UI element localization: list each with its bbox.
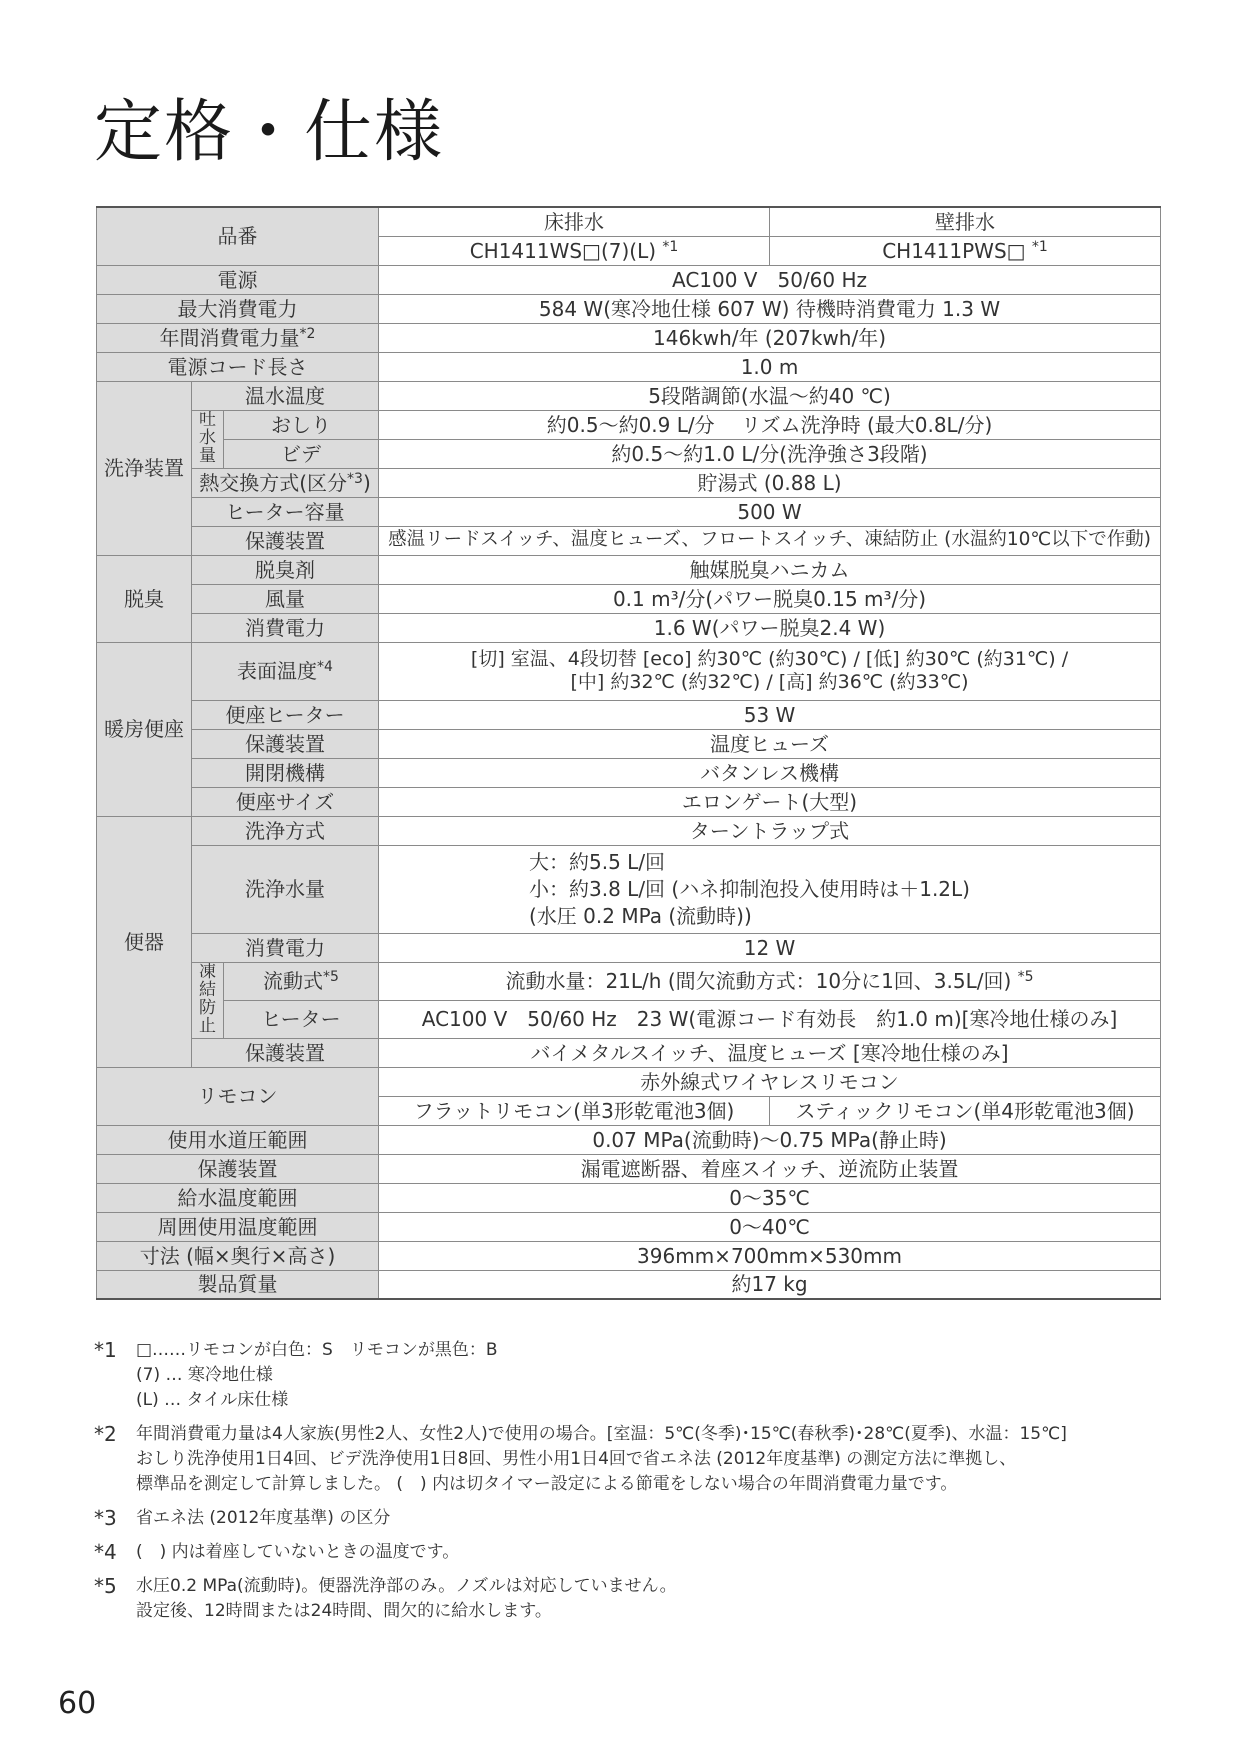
note-ref: *3 [347,470,363,487]
antifreeze-heater-label: ヒーター [224,1000,379,1038]
vertical-char: 止 [199,1015,216,1036]
power-value: AC100 V 50/60 Hz [379,265,1161,294]
flush-water-line: (水圧 0.2 MPa (流動時)) [529,903,752,928]
note-ref: *5 [1017,969,1034,985]
note-ref: *1 [1031,238,1048,255]
annual-power-value: 146kwh/年 (207kwh/年) [379,323,1161,352]
annual-power-label-cell [97,323,379,352]
floor-drain-header: 床排水 [379,207,770,236]
flush-method-value: ターントラップ式 [379,816,1161,845]
flush-water-line: 大：約5.5 L/回 [529,849,666,874]
footnote-line: □……リモコンが白色：S リモコンが黒色：B [136,1340,498,1360]
vertical-char: 量 [199,445,216,466]
dimensions-value: 396mm×700mm×530mm [379,1241,1161,1270]
washing-protection-label: 保護装置 [192,526,379,555]
remote-label: リモコン [97,1067,379,1125]
page-number: 60 [58,1686,97,1721]
table-row [97,265,1161,294]
max-power-label: 最大消費電力 [97,294,379,323]
toilet-protection-value: バイメタルスイッチ、温度ヒューズ [寒冷地仕様のみ] [379,1038,1161,1067]
table-row [97,439,1161,468]
washing-protection-value: 感温リードスイッチ、温度ヒューズ、フロートスイッチ、凍結防止 (水温約10℃以下で作動) [379,526,1161,555]
table-row [97,555,1161,584]
heat-exchange-value: 貯湯式 (0.88 L) [379,468,1161,497]
footnote-body [136,1338,498,1413]
wall-model: CH1411PWS□ [882,238,1026,263]
pressure-label: 使用水道圧範囲 [97,1125,379,1154]
vertical-char: 吐 [199,410,216,431]
heat-exchange-label: 熱交換方式(区分 [199,470,348,495]
deodorant-label: 脱臭剤 [192,555,379,584]
power-label: 電源 [97,265,379,294]
stick-remote-value: スティックリモコン(単4形乾電池3個) [770,1096,1161,1125]
flat-remote-value: フラットリモコン(単3形乾電池3個) [379,1096,770,1125]
footnote-mark: *4 [94,1540,117,1564]
table-row [97,1183,1161,1212]
table-row [97,584,1161,613]
toilet-group-label: 便器 [97,816,192,1067]
flush-water-label: 洗浄水量 [192,845,379,933]
footnote-mark: *1 [94,1338,117,1362]
footnote-line: 年間消費電力量は4人家族(男性2人、女性2人)で使用の場合。[室温：5℃(冬季)･15℃(春秋季)･28℃(夏季)、水温：15℃] [136,1424,1067,1444]
table-row [97,526,1161,555]
footnote-mark: *5 [94,1574,117,1598]
note-ref: *1 [662,238,679,255]
washing-group-label: 洗浄装置 [97,381,192,555]
general-protection-value: 漏電遮断器、着座スイッチ、逆流防止装置 [379,1154,1161,1183]
floor-model-cell [379,236,770,265]
footnote-body [136,1422,1067,1497]
footnote-line: 省エネ法 (2012年度基準) の区分 [136,1508,391,1528]
seat-size-label: 便座サイズ [192,787,379,816]
deodorize-group-label: 脱臭 [97,555,192,642]
footnote [94,1540,1174,1565]
surface-temp-label: 表面温度 [237,659,318,683]
vertical-char: 水 [199,428,216,449]
footnote-body [136,1540,459,1565]
surface-temp-value [379,642,1161,700]
cord-value: 1.0 m [379,352,1161,381]
footnote-line: 標準品を測定して計算しました。 ( ) 内は切タイマー設定による節電をしない場合の年間消費電力量です。 [136,1474,958,1494]
heated-seat-group-label: 暖房便座 [97,642,192,816]
table-row [97,1241,1161,1270]
deodorant-value: 触媒脱臭ハニカム [379,555,1161,584]
note-ref: *2 [299,325,316,342]
flow-label: 流動式 [263,969,324,993]
deodorize-power-label: 消費電力 [192,613,379,642]
footnote [94,1506,1174,1531]
table-row [97,816,1161,845]
table-row [97,381,1161,410]
footnotes [94,1338,1174,1633]
table-row [97,933,1161,962]
footnote-line: 水圧0.2 MPa(流動時)。便器洗浄部のみ。ノズルは対応していません。 [136,1576,677,1596]
table-row [97,1125,1161,1154]
oshiri-label: おしり [224,410,379,439]
general-protection-label: 保護装置 [97,1154,379,1183]
wall-model-cell [770,236,1161,265]
seat-protection-label: 保護装置 [192,729,379,758]
footnote-line: (L) … タイル床仕様 [136,1390,289,1410]
table-row [97,1270,1161,1299]
flush-water-line: 小：約3.8 L/回 (ハネ抑制泡投入使用時は＋1.2L) [529,876,970,901]
mechanism-value: バタンレス機構 [379,758,1161,787]
bidet-label: ビデ [224,439,379,468]
footnote-mark: *3 [94,1506,117,1530]
footnote-line: 設定後、12時間または24時間、間欠的に給水します。 [136,1601,552,1621]
floor-model: CH1411WS□(7)(L) [469,238,657,263]
antifreeze-group-label [192,962,224,1038]
water-temp-value: 5段階調節(水温〜約40 ℃) [379,381,1161,410]
heater-capacity-label: ヒーター容量 [192,497,379,526]
supply-temp-label: 給水温度範囲 [97,1183,379,1212]
deodorize-power-value: 1.6 W(パワー脱臭2.4 W) [379,613,1161,642]
vertical-char: 凍 [199,962,216,983]
water-temp-label: 温水温度 [192,381,379,410]
flow-value: 流動水量：21L/h (間欠流動方式：10分に1回、3.5L/回) [505,969,1012,993]
table-row [97,1067,1161,1096]
flush-water-value [379,845,1161,933]
table-row [97,700,1161,729]
table-row [97,613,1161,642]
cord-label: 電源コード長さ [97,352,379,381]
flow-value-cell [379,962,1161,1000]
toilet-power-value: 12 W [379,933,1161,962]
mechanism-label: 開閉機構 [192,758,379,787]
footnote-line: (7) … 寒冷地仕様 [136,1365,273,1385]
footnote-line: ( ) 内は着座していないときの温度です。 [136,1542,460,1562]
remote-type-value: 赤外線式ワイヤレスリモコン [379,1067,1161,1096]
airflow-value: 0.1 m³/分(パワー脱臭0.15 m³/分) [379,584,1161,613]
footnote-body [136,1506,390,1531]
airflow-label: 風量 [192,584,379,613]
note-ref: *4 [317,659,333,675]
seat-heater-label: 便座ヒーター [192,700,379,729]
table-row [97,787,1161,816]
flush-method-label: 洗浄方式 [192,816,379,845]
table-row [97,962,1161,1000]
footnote [94,1338,1174,1413]
page-title: 定格・仕様 [94,93,445,172]
footnote-mark: *2 [94,1422,117,1446]
annual-power-label: 年間消費電力量 [159,325,300,350]
table-row [97,294,1161,323]
max-power-value: 584 W(寒冷地仕様 607 W) 待機時消費電力 1.3 W [379,294,1161,323]
dimensions-label: 寸法 (幅×奥行×高さ) [97,1241,379,1270]
table-row [97,323,1161,352]
seat-heater-value: 53 W [379,700,1161,729]
wall-drain-header: 壁排水 [770,207,1161,236]
discharge-group-label [192,410,224,468]
table-row [97,352,1161,381]
footnote-line: おしり洗浄使用1日4回、ビデ洗浄使用1日8回、男性小用1日4回で省エネ法 (2012年度基準) の測定方法に準拠し、 [136,1449,1017,1469]
ambient-temp-label: 周囲使用温度範囲 [97,1212,379,1241]
table-row [97,1154,1161,1183]
weight-value: 約17 kg [379,1270,1161,1299]
antifreeze-heater-value: AC100 V 50/60 Hz 23 W(電源コード有効長 約1.0 m)[寒冷地仕様のみ] [379,1000,1161,1038]
toilet-power-label: 消費電力 [192,933,379,962]
table-row [97,642,1161,700]
pressure-value: 0.07 MPa(流動時)〜0.75 MPa(静止時) [379,1125,1161,1154]
bidet-value: 約0.5〜約1.0 L/分(洗浄強さ3段階) [379,439,1161,468]
seat-size-value: エロンゲート(大型) [379,787,1161,816]
surface-temp-label-cell [192,642,379,700]
table-row [97,758,1161,787]
table-row [97,1038,1161,1067]
toilet-protection-label: 保護装置 [192,1038,379,1067]
footnote [94,1422,1174,1497]
oshiri-value: 約0.5〜約0.9 L/分 リズム洗浄時 (最大0.8L/分) [379,410,1161,439]
ambient-temp-value: 0〜40℃ [379,1212,1161,1241]
flow-label-cell [224,962,379,1000]
table-row [97,207,1161,236]
spec-table [96,206,1161,1300]
heat-exchange-label-cell [192,468,379,497]
hinban-label: 品番 [97,207,379,265]
table-row [97,729,1161,758]
table-row [97,845,1161,933]
surface-temp-line: [切] 室温、4段切替 [eco] 約30℃ (約30℃) / [低] 約30℃ (約31℃) / [470,648,1069,671]
footnote [94,1574,1174,1624]
table-row [97,497,1161,526]
label-suffix: ) [362,470,371,495]
surface-temp-line: [中] 約32℃ (約32℃) / [高] 約36℃ (約33℃) [570,671,969,693]
table-row [97,1000,1161,1038]
heater-capacity-value: 500 W [379,497,1161,526]
note-ref: *5 [323,969,339,985]
vertical-char: 結 [199,980,216,1001]
table-row [97,468,1161,497]
table-row [97,1212,1161,1241]
weight-label: 製品質量 [97,1270,379,1299]
seat-protection-value: 温度ヒューズ [379,729,1161,758]
table-row [97,410,1161,439]
supply-temp-value: 0〜35℃ [379,1183,1161,1212]
vertical-char: 防 [199,998,216,1018]
footnote-body [136,1574,677,1624]
